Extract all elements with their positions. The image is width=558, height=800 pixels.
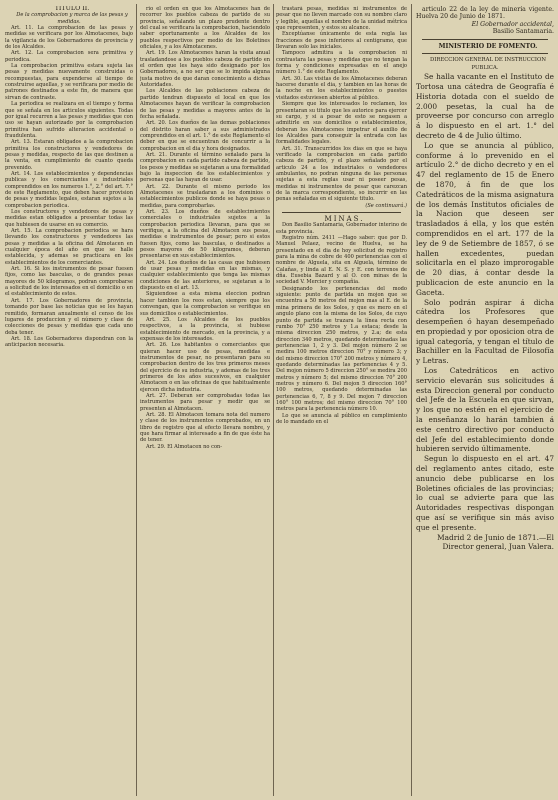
paragraph: Art. 20. Los dueños de las demas poblaciones del distrito haran saber a sus administrados comprendidos en el art. 1.° de este Reglamento el deber en que se encuentran de concurrir a la comprobacion en el dia y hora designados. — [140, 120, 270, 152]
column-rule — [411, 4, 412, 796]
paragraph: Art. 24. Los dueños de las casas que hubiesen de usar pesas y medidas en las mismas, y cualquier establecimiento que tenga las mismas condiciones de las anteriores, se sujetaran a lo dispuesto en el art. 13. — [140, 259, 270, 292]
divider — [282, 212, 401, 213]
paragraph: Designando los pertenencias del modo siguiente: punto de partida un mojon que se encuentra a 50 metros del mojon mas al E. de la mina primera de los Solos, y que es mero en el angulo plano con la misma de los Solos, de cuyo punto de partida se trazara la línea recta con rumbo 70° 250 metros y 1.a estaca; desde la misma direccion 250 metros, y 2.a; de esta direccion 340 metros, quedando determinadas las pertenencias 1, 2 y 3. Del mojon número 2 se medira 100 metros direccion 70° y número 3; y del mismo direccion 170° 200 metros y número 4, quedando determinadas las pertenencias 4 y 5. Del mojon número 5 direccion 250° se medira 200 metros y número 5; del mismo direccion 70° 200 metros y número 6. Del mojon 5 direccion 160° 100 metros, quedando determinadas las pertenencias 6, 7, 8 y 9. Del mojon 7 direccion 160° 100 metros; del mismo direccion 70° 100 metros para la pertenencia número 10. — [276, 285, 407, 413]
paragraph: Art. 27. Deberan ser comprobadas todas las instrumentos para pesar y medir que se presenten al Almotacen. — [140, 392, 270, 412]
paragraph: Don Basilio Santamaria, Gobernador interino de esta provincia. — [276, 222, 407, 235]
paragraph: Art. 11. La comprobacion de las pesas y medidas se verificara por los Almotacenes, bajo la vigilancia de los Gobernadores de provincia y de los Alcaldes. — [5, 25, 133, 51]
paragraph: Art. 18. Los Gobernadores dispondran con la anticipacion necesaria. — [5, 335, 133, 349]
section-subtitle: De la comprobacion y marca de las pesas y medidas. — [16, 12, 128, 25]
divider — [422, 39, 548, 40]
paragraph: Art. 25. Los Alcaldes de los pueblos respectivos, a la provincia, si hubiese establecimiento de mercado, en la provincia, y a expensas de los interesados. — [140, 316, 270, 342]
paragraph: Art. 26. Los habitantes o comerciantes que quieran hacer uso de pesas, medidas e instrumentos de pesar, no presentaran para su comprobacion dentro de los tres primeros meses del ejercicio de su industria, y ademas de los tres primeros de los años sucesivos, en cualquier Almotacen o en las oficinas de que habitualmente ejercen dicha industria. — [140, 342, 270, 393]
paragraph: Art. 28. El Almotacen tomara nota del numero y clase de los instrumentos comprobados, en un libro de registro que al efecto llevara nombre, y que hara firmar al interesado a fin de que éste ha de tener. — [140, 412, 270, 444]
mining-section-title: MINAS. — [324, 215, 365, 223]
paragraph: Art. 23. Los dueños de establecimientos comerciales o industriales sujetos a la comprobacion periodica llevaran, para que se verifique, a la oficina del Almotacen sus pesas, medidas e instrumentos de pesar; pero si estos fuesen fijos, como las basculas, o destinados a pesos mayores de 50 kilogramos, deberan presentarse en sus establecimientos. — [140, 209, 270, 260]
paragraph: Art. 14. Los establecimientos y dependencias publicas y los comerciantes e industriales comprendidos en los numeros 1.°, 2.° del art. 7.° de este Reglamento, que deben hacer provision de pesas y medidas legales, estaran sujetos a la comprobacion periodica. — [5, 170, 133, 209]
signature-role: El Gobernador accidental, — [471, 20, 554, 28]
paragraph: Art. 29. El Almotacen no con- — [146, 443, 223, 450]
paragraph: Los Alcaldes de las poblaciones cabeza de partido tendran dispuesto el local en que los Almotacenes hayan de verificar la comprobacion de las pesas y medidas a mayores antes de la fecha señalada. — [140, 88, 270, 120]
signature-name: Basilio Santamaria. — [492, 28, 554, 36]
column-4 — [416, 6, 554, 552]
notice-intro: articulo 22 de la ley de minería vigente. Huelva 20 de Junio de 1871. — [416, 6, 554, 21]
paragraph: Los constructores y vendedores de pesas y medidas estan obligados a presentar todas las que hubiesen de usarse en su comercio. — [5, 209, 133, 228]
paragraph: Siguiendose a esta misma eleccion podran hacer tambien los reos estan, siempre que los convengan, que la comprobacion se verifique en sus domicilios o establecimientos. — [140, 291, 270, 317]
continued-note: (Se continuará.) — [365, 202, 407, 209]
paragraph: Lo que se anuncia al público, conforme á lo prevenido en el artículo 2.° de dicho decreto y en el 47 del reglamento de 15 de Enero de 1870, á fin de que los Catedráticos de la misma asignatura de los demás Institutos oficiales de la Nacion que deseen ser trasladados á ella, y los que estén comprendidos en el art. 177 de la ley de 9 de Setiembre de 1857, ó se hallen excedentes, puedan solicitarla en el plazo improrogable de 20 dias, á contar desde la publicacion de este anuncio en la Gaceta. — [416, 140, 554, 297]
paragraph: Art. 16. Si los instrumentos de pesar fuesen fijos, como las basculas, o de grandes pesas mayores de 50 kilogramos, podran comprobarse a solicitud de los interesados en el domicilio o en el establecimiento de estos. — [5, 266, 133, 298]
article-body — [140, 6, 270, 450]
paragraph: Lo que se anuncia al público en cumplimiento de lo mandado en el — [276, 412, 407, 425]
column-3 — [276, 6, 407, 425]
paragraph: Solo podrán aspirar á dicha cátedra los Profesores que desempeñen ó hayan desempeñado en propiedad y por oposicion otra de igual categoría, y tengan el título de Bachiller en la Facultad de Filosofía y Letras. — [416, 297, 554, 366]
announcement-body — [416, 72, 554, 532]
paragraph: Siempre que los interesados lo reclamen, los presentaran su titulo que les autorice para ejercer su cargo, y si a pesar de esto se negasen a admitirle en sus domicilios o establecimientos, deberan los Almotacenes impetrar el auxilio de los Alcaldes para conseguir la entrada con las formalidades legales. — [276, 101, 407, 146]
paragraph: rio el orden en que los Almotacenes han de recorrer los pueblos cabeza de partido de su provincia, señalando un plazo prudente dentro del cual se verificara la comprobacion, haciendolo saber oportunamente a los Alcaldes de los pueblos respectivos por medio de los Boletines oficiales, y a los Almotacenes. — [140, 6, 270, 51]
paragraph: Art. 30. Las visitas de los Almotacenes deberan hacerse durante el dia, y tambien en las horas de la noche en los establecimientos o puestos visitados estuviesen abiertos al público. — [276, 75, 407, 101]
paragraph: Exceptúanse únicamente de esta regla las fracciones de peso inferiores al centigramo, que llevaran solo las iniciales. — [276, 31, 407, 51]
paragraph: La comprobacion primitiva estara sujeta las pesas y medidas nuevamente construidas o recompuestas, para expenderse al tiempo de construirse aquellas, y se verificara por medio de patrones destinados a este fin, de manera que sirvan de contraste. — [5, 63, 133, 101]
column-rule — [273, 4, 274, 796]
direction-heading: DIRECCION GENERAL DE INSTRUCCION PUBLICA. — [430, 57, 546, 71]
paragraph: Registro núm. 2411 —Hago saber: que por D. Manuel Pelaez, vecino de Huelva, se ha presentado en el dia de hoy solicitud de registro para la mina de cobre de 400 pertenencias con el nombre de Alguela, sita en Alguela, término de Calañas, y linda al E. N. S. y E. con terrenos de dña. Eusebia Bazard y al O. con minas de la sociedad V. Mercier y compañia. — [276, 235, 407, 286]
paragraph: Los Catedráticos en activo servicio elevarán sus solicitudes á esta Direccion general por conducto del Jefe de la Escuela en que sirvan, y los que no estén en el ejercicio de la enseñanza lo harán tambien á este centro directivo por conducto del Jefe del establecimiento donde hubieren servido últimamente. — [416, 366, 554, 454]
paragraph: Segun lo dispuesto en el art. 47 del reglamento antes citado, este anuncio debe publicarse en los Boletines oficiales de las provincias; lo cual se advierte para que las Autoridades respectivas dispongan que así se verifique sin más aviso que el presente. — [416, 454, 554, 532]
divider — [422, 53, 548, 54]
mining-notice — [276, 222, 407, 425]
closing-line: Madrid 2 de Junio de 1871.—El Director general, Juan Valera. — [437, 532, 554, 552]
paragraph: Art. 15. La comprobacion periodica se hara llevando los constructores y vendedores las pesas y medidas a la oficina del Almotacen en cualquier época del año en que se halle establecida, y ademas se practicara en los establecimientos de los comerciantes. — [5, 228, 133, 266]
article-body — [276, 6, 407, 203]
paragraph: Tampoco admitira a la comprobacion ni contrastara las pesas y medidas que no tengan la forma y condiciones expresadas en el anejo número 1.° de este Reglamento. — [276, 50, 407, 76]
paragraph: Art. 17. Los Gobernadores de provincia, tomando por base las noticias que se les hayan remitido, formaran anualmente el censo de los lugares de produccion y el número y clase de colecciones de pesas y medidas que cada uno deba tener. — [5, 297, 133, 336]
ministry-heading: MINISTERIO DE FOMENTO. — [438, 42, 538, 50]
paragraph: Art. 12. La comprobacion sera primitiva y periodica. — [5, 50, 133, 63]
paragraph: Art. 19. Los Almotacenes haran la visita anual trasladandose a los pueblos cabeza de partido en el orden que les haya sido designado por los Gobernadores, a no ser que se lo impida alguna justa motivo de que daran conocimiento a dichas Autoridades. — [140, 50, 270, 89]
paragraph: Art. 22. Durante el mismo periodo los Almotacenes se trasladaran a los dominios o establecimientos publicos donde se haya pesas o medidas, para comprobarlas. — [140, 183, 270, 209]
paragraph: Se halla vacante en el Instituto de Tortosa una cátedra de Geografía é Historia dotada con el sueldo de 2.000 pesetas, la cual ha de proveerse por concurso con arreglo á lo dispuesto en el art. 1.° del decreto de 4 de Julio último. — [416, 72, 554, 140]
article-body — [5, 25, 133, 349]
column-1 — [5, 6, 133, 349]
paragraph: Art. 31. Transcurridos los dias en que se haya verificado la comprobacion en cada partido cabeza de partido, y el plazo señalado por el articulo 24 a los industriales o vendedores ambulantes, no podran ninguna de las personas sujetas a esta reglas usar ni poseer pesas, medidas ni instrumentos de pesar que carezcan de la marca correspondiente, so incurrir en las penas señaladas en el siguiente titulo. — [276, 145, 407, 203]
column-rule — [136, 4, 137, 796]
paragraph: Art. 21. Durante el término señalado para la comprobacion en cada partido cabeza de partido, los pesos y medidas se sujetaran a una formalidad bajo la inspeccion de los establecimientos y personas que las hayan de usar. — [140, 151, 270, 184]
column-2 — [140, 6, 270, 450]
paragraph: Art. 13. Estaran obligados a la comprobacion primitiva los constructores y vendedores de pesas y medidas, respecto de las que destinen a la venta, en cumplimiento de cuanto queda prevenido. — [5, 139, 133, 171]
paragraph: trastará pesas, medidas ni instrumentos de pesar que no lleven marcado con su nombre claro y legible, aquellas el nombre de la unidad métrica que representen, y estos su alcance. — [276, 6, 407, 32]
section-title: TITULO II. — [54, 6, 90, 12]
paragraph: La periodica se realizara en el tiempo y forma que se señala en los articulos siguientes. Todas por igual recurren a las pesas y medidas que con uso se hayan autorizado por la comprobacion primitiva han sufrido alteracion accidental o fraudulenta. — [5, 101, 133, 139]
